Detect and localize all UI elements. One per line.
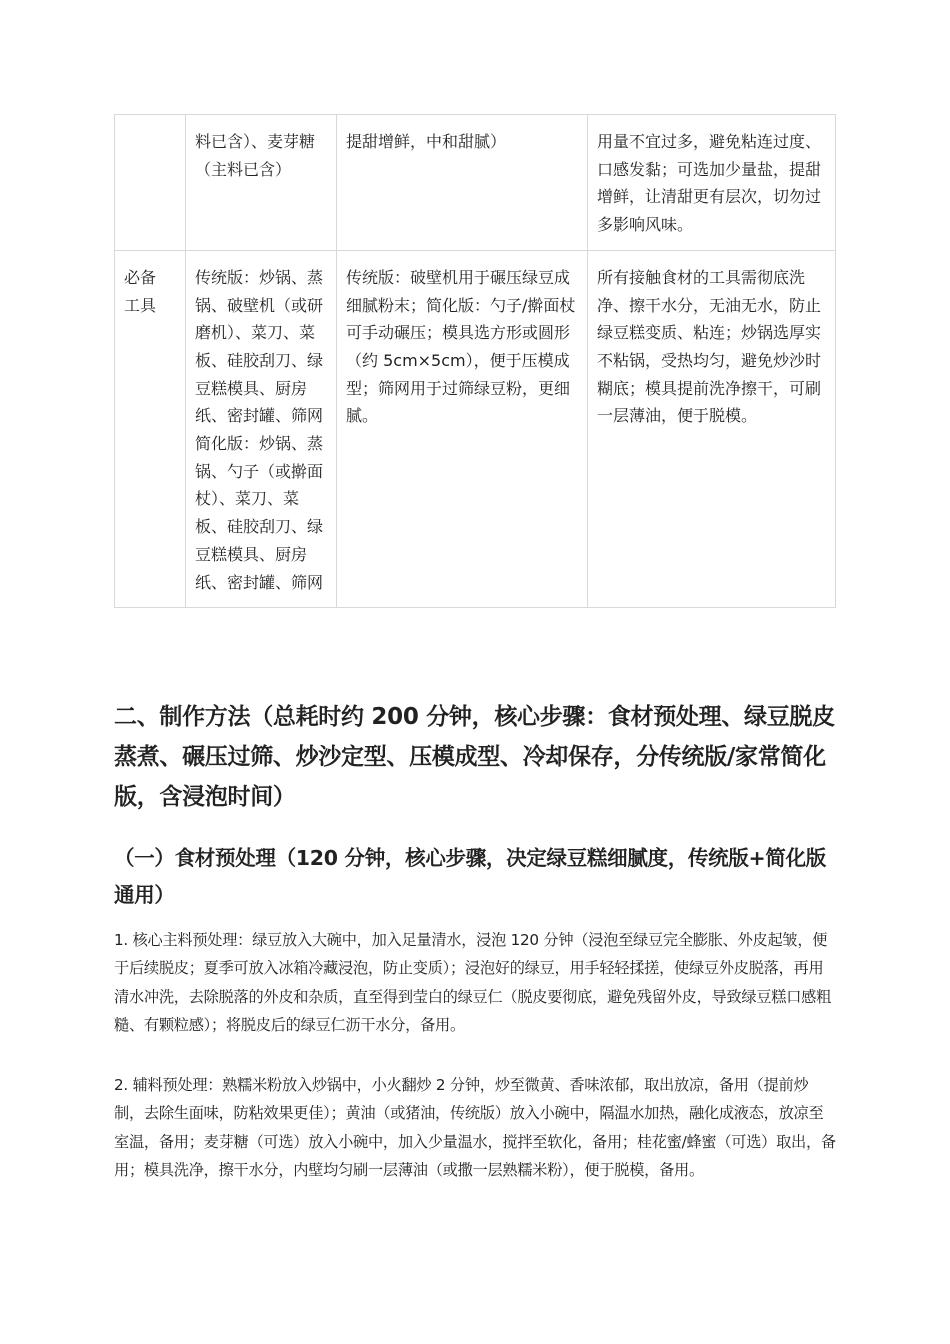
table-row xyxy=(115,115,836,251)
usage-cell: 提甜增鲜，中和甜腻） xyxy=(337,115,588,251)
row-label-cell: 必备 工具 xyxy=(115,250,186,607)
table-row xyxy=(115,250,836,607)
row-label-cell xyxy=(115,115,186,251)
step-paragraph: 2. 辅料预处理：熟糯米粉放入炒锅中，小火翻炒 2 分钟，炒至微黄、香味浓郁，取出放凉，备用（提前炒制，去除生面味，防粘效果更佳）；黄油（或猪油，传统版）放入小碗中，隔温水加热，融化成液态，放凉至室温，备用；麦芽糖（可选）放入小碗中，加入少量温水，搅拌至软化，备用；桂花蜜/蜂蜜（可选）取出，备用；模具洗净，擦干水分，内壁均匀刷一层薄油（或撒一层熟糯米粉），便于脱模，备用。 xyxy=(114,1076,836,1179)
note-cell: 用量不宜过多，避免粘连过度、口感发黏；可选加少量盐，提甜增鲜，让清甜更有层次，切勿过多影响风味。 xyxy=(588,115,836,251)
ingredients-tools-table xyxy=(114,114,836,608)
item-cell: 料已含）、麦芽糖（主料已含） xyxy=(186,115,337,251)
step-paragraph: 1. 核心主料预处理：绿豆放入大碗中，加入足量清水，浸泡 120 分钟（浸泡至绿豆完全膨胀、外皮起皱，便于后续脱皮；夏季可放入冰箱冷藏浸泡，防止变质）；浸泡好的绿豆，用手轻轻揉搓，使绿豆外皮脱落，再用清水冲洗，去除脱落的外皮和杂质，直至得到莹白的绿豆仁（脱皮要彻底，避免残留外皮，导致绿豆糕口感粗糙、有颗粒感）；将脱皮后的绿豆仁沥干水分，备用。 xyxy=(114,931,831,1034)
section-heading: 二、制作方法（总耗时约 200 分钟，核心步骤：食材预处理、绿豆脱皮蒸煮、碾压过筛、炒沙定型、压模成型、冷却保存，分传统版/家常简化版，含浸泡时间） xyxy=(114,704,835,810)
subsection-heading: （一）食材预处理（120 分钟，核心步骤，决定绿豆糕细腻度，传统版+简化版通用） xyxy=(114,846,827,907)
usage-cell: 传统版：破壁机用于碾压绿豆成细腻粉末；简化版：勺子/擀面杖可手动碾压；模具选方形或圆形（约 5cm×5cm），便于压模成型；筛网用于过筛绿豆粉，更细腻。 xyxy=(337,250,588,607)
note-cell: 所有接触食材的工具需彻底洗净、擦干水分，无油无水，防止绿豆糕变质、粘连；炒锅选厚实不粘锅，受热均匀，避免炒沙时糊底；模具提前洗净擦干，可刷一层薄油，便于脱模。 xyxy=(588,250,836,607)
item-cell: 传统版：炒锅、蒸锅、破壁机（或研磨机）、菜刀、菜板、硅胶刮刀、绿豆糕模具、厨房纸、密封罐、筛网 简化版：炒锅、蒸锅、勺子（或擀面杖）、菜刀、菜板、硅胶刮刀、绿豆糕模具、厨房纸、密封罐、筛网 xyxy=(186,250,337,607)
